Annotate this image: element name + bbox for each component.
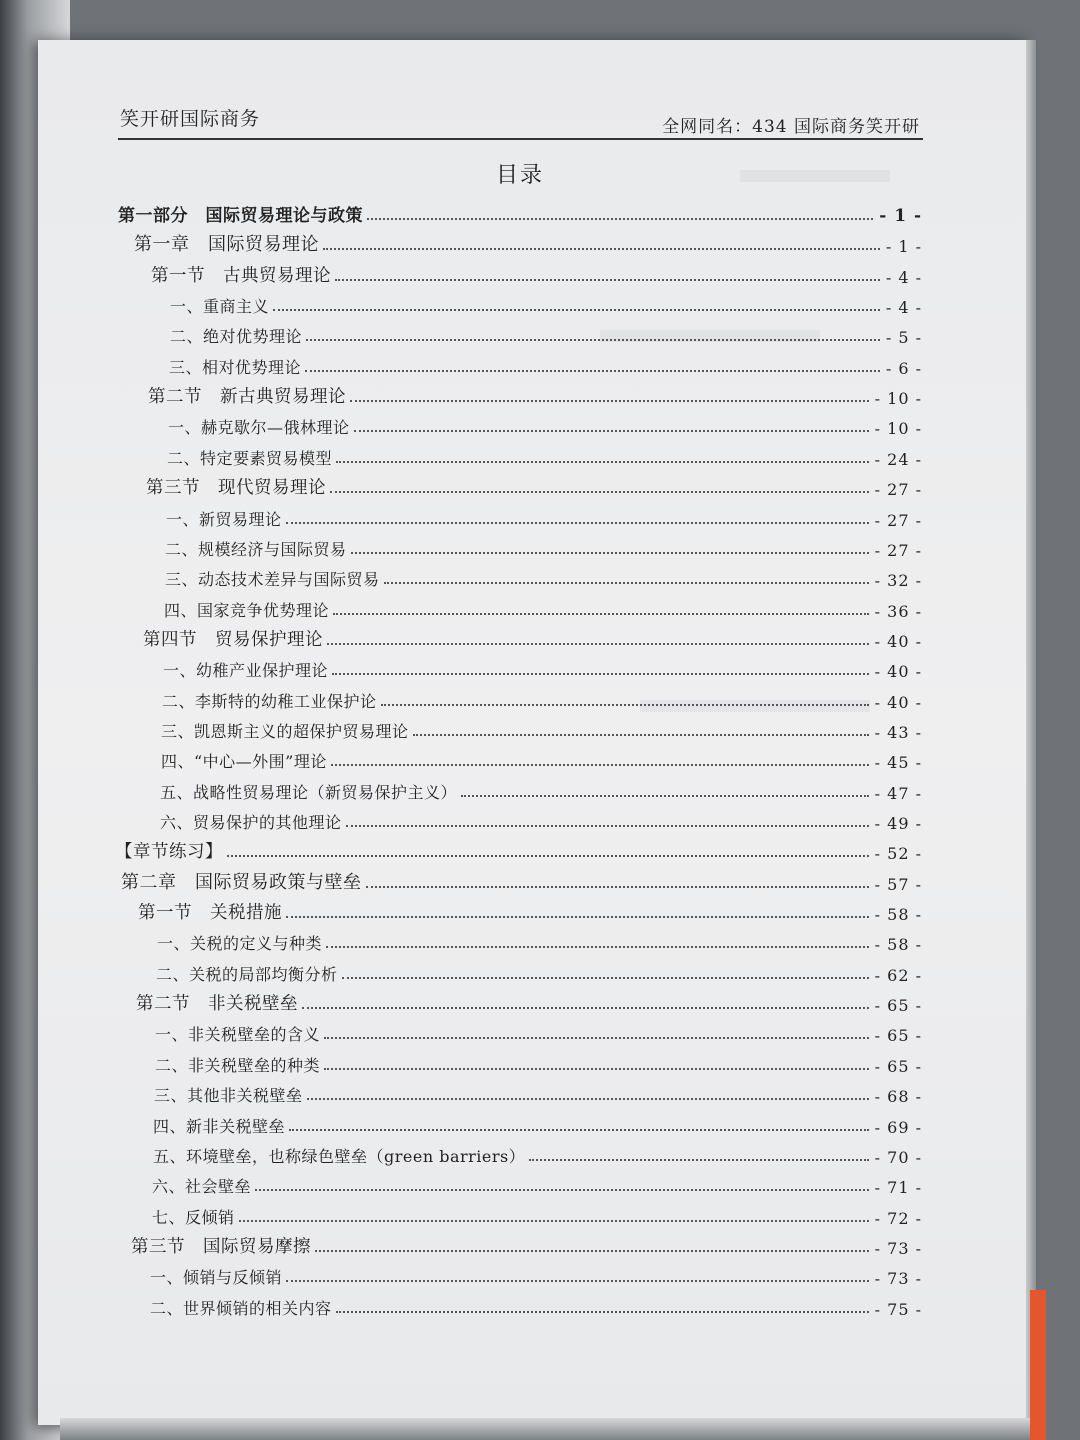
toc-entry [118, 198, 922, 226]
toc-entry [167, 441, 922, 469]
toc-entry-page: - 69 - [874, 1117, 922, 1137]
toc-entry [156, 957, 922, 985]
toc-entry-title: 二、关税的局部均衡分析 [156, 964, 338, 984]
toc-entry-page: - 73 - [874, 1238, 922, 1258]
dot-leader [342, 976, 869, 979]
toc-entry-page: - 71 - [874, 1178, 922, 1198]
toc-entry-title: 四、新非关税壁垒 [153, 1116, 286, 1136]
toc-entry [166, 502, 922, 530]
toc-entry-page: - 40 - [874, 692, 922, 712]
toc-entry-page: - 1 - [885, 237, 922, 257]
toc-entry [164, 593, 922, 621]
toc-entry-title: 六、贸易保护的其他理论 [160, 813, 342, 832]
toc-entry-page: - 70 - [874, 1147, 922, 1167]
toc-entry-title: 七、反倾销 [152, 1207, 235, 1227]
dot-leader [324, 1036, 869, 1039]
toc-entry [134, 228, 922, 256]
dot-leader [529, 1158, 868, 1161]
toc-entry-title: 第二节 新古典贸易理论 [148, 387, 346, 408]
toc-entry-title: 二、规模经济与国际贸易 [165, 539, 347, 559]
dot-leader [273, 308, 880, 311]
dot-leader [286, 915, 869, 918]
toc-entry-page: - 27 - [874, 510, 922, 530]
toc-entry [152, 1169, 922, 1197]
dot-leader [384, 581, 869, 584]
toc-entry-title: 一、幼稚产业保护理论 [163, 661, 329, 681]
dot-leader [315, 1249, 869, 1252]
toc-entry [157, 926, 922, 954]
toc-entry-title: 二、绝对优势理论 [170, 327, 303, 347]
toc-entry-title: 第一章 国际贸易理论 [134, 234, 319, 256]
dot-leader [286, 1279, 869, 1282]
dot-leader [306, 338, 880, 341]
toc-entry-title: 第四节 贸易保护理论 [143, 629, 323, 650]
toc-entry-page: - 75 - [874, 1299, 922, 1319]
toc-entry [152, 1200, 922, 1228]
toc-entry-title: 二、非关税壁垒的种类 [155, 1055, 321, 1075]
dot-leader [335, 278, 880, 281]
toc-entry-title: 第二章 国际贸易政策与壁垒 [121, 871, 362, 893]
toc-entry-page: - 58 - [874, 935, 922, 955]
toc-entry-page: - 65 - [874, 996, 922, 1016]
toc-entry-page: - 52 - [874, 844, 922, 864]
toc-entry-page: - 32 - [874, 571, 922, 591]
dot-leader [461, 794, 869, 797]
toc-entry [165, 532, 922, 560]
toc-entry-title: 五、战略性贸易理论（新贸易保护主义） [160, 782, 458, 802]
toc-entry [121, 866, 922, 894]
dot-leader [323, 247, 880, 250]
toc-entry-title: 二、李斯特的幼稚工业保护论 [162, 691, 377, 711]
toc-entry [115, 835, 922, 863]
dot-leader [367, 217, 873, 220]
toc-entry [150, 1260, 922, 1288]
toc-entry-title: 四、“中心—外围”理论 [161, 752, 327, 772]
toc-entry [170, 319, 922, 347]
header-left-title: 笑开研国际商务 [120, 108, 261, 130]
toc-entry-page: - 58 - [874, 905, 922, 925]
toc-entry-title: 一、新贸易理论 [166, 509, 282, 529]
table-of-contents [0, 198, 1080, 1358]
toc-entry-title: 二、世界倾销的相关内容 [150, 1298, 332, 1318]
toc-entry-title: 【章节练习】 [115, 842, 223, 863]
toc-entry-page: - 1 - [879, 206, 922, 226]
toc-entry [162, 684, 922, 712]
dot-leader [324, 1067, 869, 1070]
toc-entry-page: - 49 - [874, 814, 922, 833]
toc-entry-title: 三、动态技术差异与国际贸易 [165, 570, 380, 590]
dot-leader [227, 854, 869, 857]
dot-leader [326, 945, 869, 948]
page-bottom-edge [60, 1418, 1030, 1440]
dot-leader [381, 703, 869, 706]
toc-entry-title: 第一节 古典贸易理论 [151, 265, 331, 286]
toc-entry-page: - 72 - [874, 1208, 922, 1228]
dot-leader [413, 733, 869, 736]
toc-entry [168, 410, 922, 438]
toc-entry [155, 1017, 922, 1045]
toc-entry [170, 289, 922, 317]
toc-entry [160, 805, 922, 833]
toc-entry [163, 653, 922, 681]
dot-leader [332, 672, 869, 675]
toc-entry-title: 一、关税的定义与种类 [157, 934, 323, 954]
toc-entry-page: - 6 - [885, 358, 922, 378]
toc-title: 目录 [495, 163, 544, 188]
toc-entry-title: 四、国家竞争优势理论 [164, 600, 330, 620]
toc-entry-page: - 62 - [874, 965, 922, 985]
header-rule [118, 138, 923, 140]
toc-entry-page: - 47 - [874, 783, 922, 803]
toc-entry [136, 987, 922, 1015]
toc-entry-page: - 45 - [874, 753, 922, 773]
toc-entry [169, 350, 922, 378]
toc-entry-title: 一、倾销与反倾销 [150, 1268, 283, 1288]
dot-leader [366, 885, 869, 888]
dot-leader [330, 490, 869, 493]
header-right-title: 全网同名：434 国际商务笑开研 [662, 117, 920, 137]
toc-entry-page: - 5 - [885, 328, 922, 348]
dot-leader [302, 1006, 869, 1009]
dot-leader [336, 1310, 869, 1313]
dot-leader [255, 1188, 869, 1191]
toc-entry [165, 562, 922, 590]
toc-entry [151, 259, 922, 287]
toc-entry-page: - 4 - [885, 267, 922, 287]
dot-leader [305, 369, 880, 372]
toc-entry-title: 第二节 非关税壁垒 [136, 994, 298, 1015]
toc-entry-title: 一、重商主义 [170, 297, 270, 317]
toc-entry-page: - 24 - [874, 449, 922, 469]
toc-entry-page: - 36 - [874, 601, 922, 621]
toc-entry-title: 三、凯恩斯主义的超保护贸易理论 [161, 721, 409, 741]
toc-entry-page: - 27 - [874, 480, 922, 500]
dot-leader [289, 1128, 869, 1131]
toc-entry-page: - 68 - [874, 1087, 922, 1107]
toc-entry [161, 744, 922, 772]
toc-entry [153, 1109, 922, 1137]
dot-leader [307, 1097, 869, 1100]
dot-leader [239, 1219, 869, 1222]
toc-entry [160, 775, 922, 803]
toc-entry-page: - 10 - [874, 389, 922, 409]
dot-leader [354, 429, 869, 432]
toc-entry [154, 1078, 922, 1106]
toc-entry [153, 1139, 922, 1167]
toc-entry [131, 1230, 922, 1258]
dot-leader [286, 521, 869, 524]
toc-entry-title: 一、赫克歇尔—俄林理论 [168, 418, 350, 438]
toc-entry-page: - 73 - [874, 1269, 922, 1289]
toc-entry-page: - 65 - [874, 1026, 922, 1046]
toc-entry-title: 五、环境壁垒，也称绿色壁垒（green barriers） [153, 1146, 526, 1166]
toc-entry-page: - 27 - [874, 540, 922, 560]
dot-leader [346, 824, 869, 827]
toc-entry-page: - 40 - [874, 662, 922, 682]
dot-leader [336, 460, 869, 463]
toc-entry-page: - 4 - [885, 298, 922, 318]
toc-entry [138, 896, 922, 924]
toc-entry-title: 一、非关税壁垒的含义 [155, 1025, 321, 1045]
toc-entry-page: - 43 - [874, 722, 922, 742]
dot-leader [350, 399, 869, 402]
dot-leader [351, 551, 869, 554]
toc-entry [148, 380, 922, 408]
toc-entry-page: - 65 - [874, 1056, 922, 1076]
toc-entry [146, 471, 922, 499]
toc-entry-title: 第三节 现代贸易理论 [146, 478, 326, 499]
toc-entry [150, 1291, 922, 1319]
dot-leader [327, 642, 869, 645]
toc-entry-title: 第一部分 国际贸易理论与政策 [118, 206, 363, 226]
toc-entry-title: 二、特定要素贸易模型 [167, 448, 333, 468]
toc-entry-page: - 40 - [874, 631, 922, 651]
toc-entry-title: 第一节 关税措施 [138, 903, 282, 924]
running-header [120, 102, 920, 136]
toc-entry-title: 三、其他非关税壁垒 [154, 1086, 303, 1106]
toc-entry-page: - 10 - [874, 419, 922, 439]
toc-entry-title: 第三节 国际贸易摩擦 [131, 1236, 311, 1257]
toc-entry [161, 714, 922, 742]
toc-entry [155, 1048, 922, 1076]
toc-entry [143, 623, 922, 651]
dot-leader [333, 612, 869, 615]
dot-leader [331, 763, 869, 766]
toc-entry-title: 三、相对优势理论 [169, 357, 302, 377]
toc-entry-page: - 57 - [874, 874, 922, 894]
toc-entry-title: 六、社会壁垒 [152, 1177, 252, 1197]
